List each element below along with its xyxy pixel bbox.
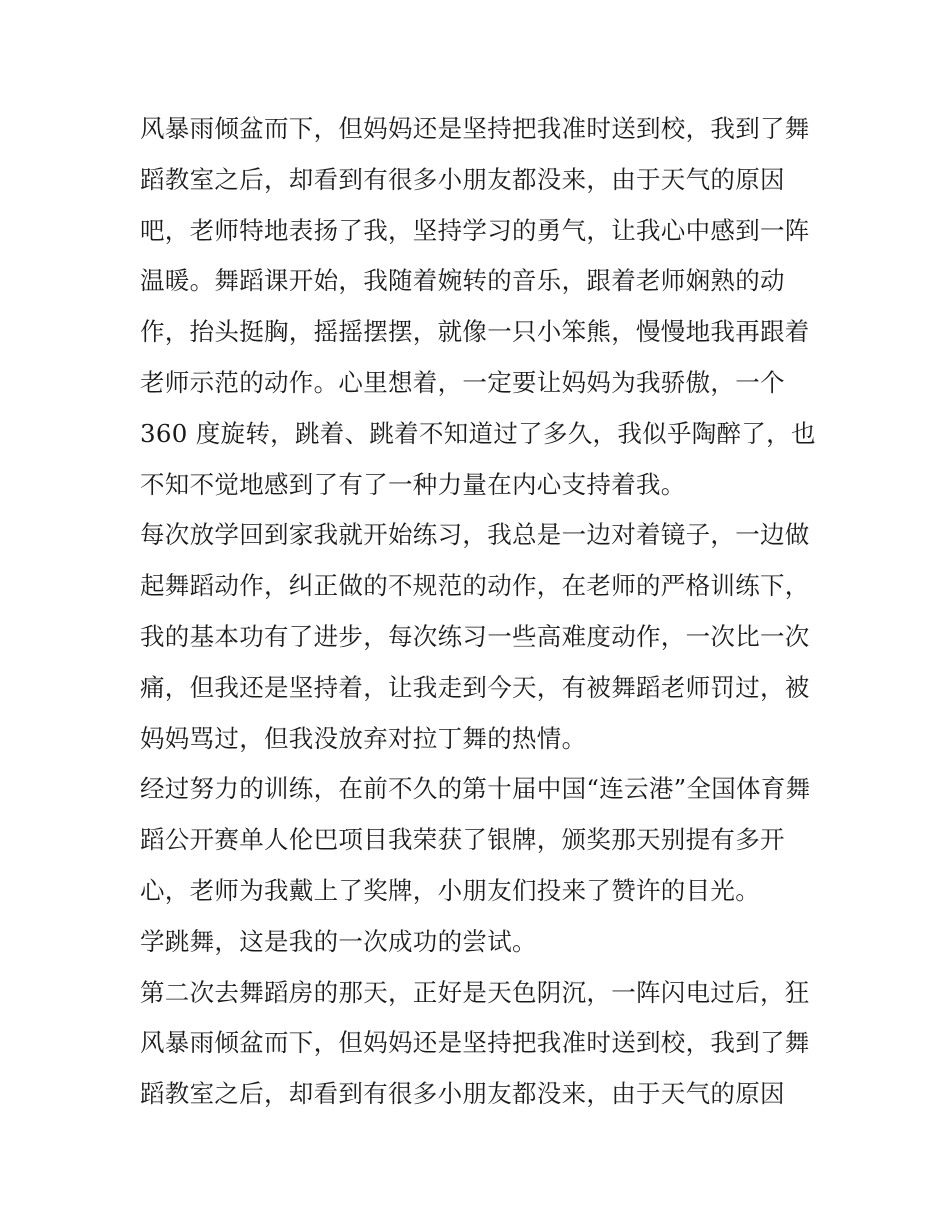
text-line: 经过努力的训练，在前不久的第十届中国“连云港”全国体育舞 xyxy=(140,774,811,804)
text-line: 痛，但我还是坚持着，让我走到今天，有被舞蹈老师罚过，被 xyxy=(140,672,810,702)
text-line: 360 度旋转，跳着、跳着不知道过了多久，我似乎陶醉了，也 xyxy=(140,418,816,448)
text-line: 温暖。舞蹈课开始，我随着婉转的音乐，跟着老师娴熟的动 xyxy=(140,266,785,296)
text-line: 蹈教室之后，却看到有很多小朋友都没来，由于天气的原因 xyxy=(140,164,785,194)
text-line: 心，老师为我戴上了奖牌，小朋友们投来了赞许的目光。 xyxy=(140,875,760,905)
text-line: 我的基本功有了进步，每次练习一些高难度动作，一次比一次 xyxy=(140,621,810,651)
text-line: 老师示范的动作。心里想着，一定要让妈妈为我骄傲，一个 xyxy=(140,367,785,397)
text-line: 起舞蹈动作，纠正做的不规范的动作，在老师的严格训练下， xyxy=(140,571,810,601)
text-line: 风暴雨倾盆而下，但妈妈还是坚持把我准时送到校，我到了舞 xyxy=(140,1028,810,1058)
text-line: 第二次去舞蹈房的那天，正好是天色阴沉，一阵闪电过后，狂 xyxy=(140,977,810,1007)
text-line: 作，抬头挺胸，摇摇摆摆，就像一只小笨熊，慢慢地我再跟着 xyxy=(140,317,810,347)
text-line: 不知不觉地感到了有了一种力量在内心支持着我。 xyxy=(140,469,686,499)
text-line: 风暴雨倾盆而下，但妈妈还是坚持把我准时送到校，我到了舞 xyxy=(140,114,810,143)
text-line: 吧，老师特地表扬了我，坚持学习的勇气，让我心中感到一阵 xyxy=(140,215,810,245)
text-line: 学跳舞，这是我的一次成功的尝试。 xyxy=(140,926,537,956)
text-line: 蹈公开赛单人伦巴项目我荣获了银牌，颁奖那天别提有多开 xyxy=(140,825,785,855)
text-line: 蹈教室之后，却看到有很多小朋友都没来，由于天气的原因 xyxy=(140,1079,785,1109)
text-line: 每次放学回到家我就开始练习，我总是一边对着镜子，一边做 xyxy=(140,520,810,550)
text-line: 妈妈骂过，但我没放弃对拉丁舞的热情。 xyxy=(140,723,587,753)
body-text xyxy=(140,104,820,1120)
